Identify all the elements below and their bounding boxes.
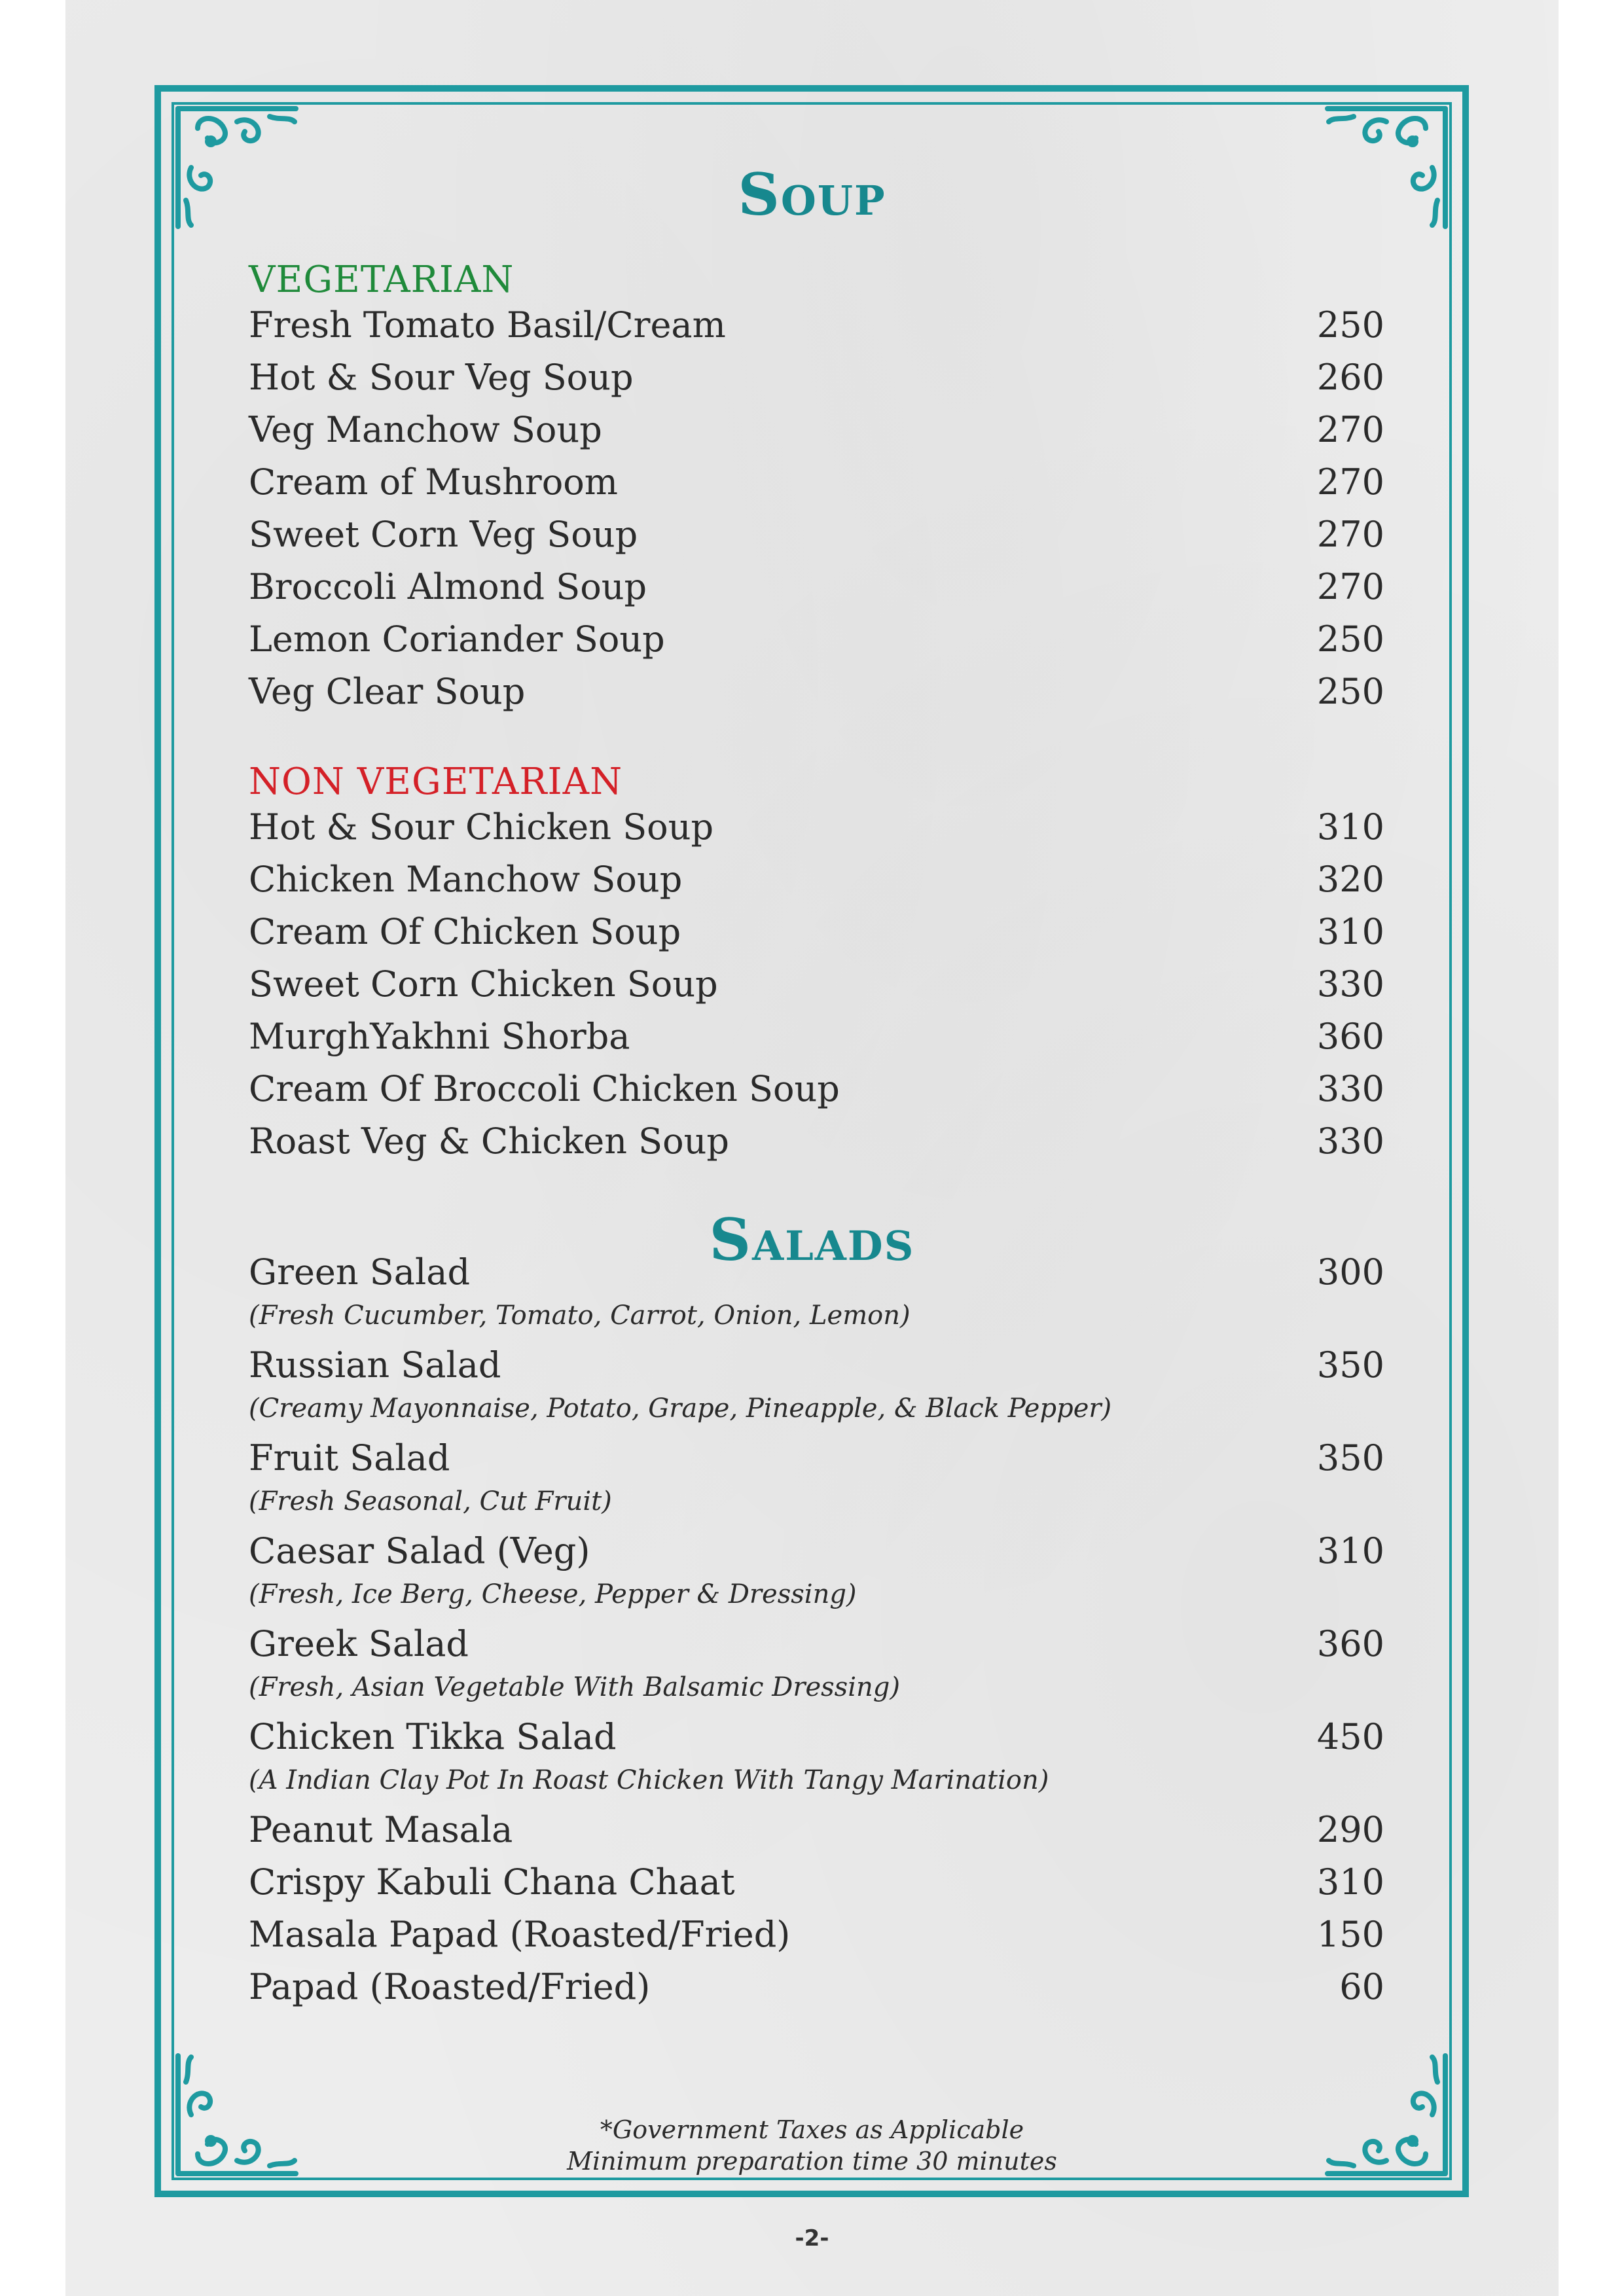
menu-item: [249, 859, 1384, 905]
tax-note: *Government Taxes as Applicable: [600, 2115, 1024, 2144]
item-name: Cream Of Chicken Soup: [249, 911, 681, 952]
section-title-soup: Soup: [738, 160, 886, 228]
menu-item: [249, 409, 1384, 455]
item-price: 330: [1316, 1068, 1384, 1109]
item-price: 270: [1316, 566, 1384, 607]
item-name: Fresh Tomato Basil/Cream: [249, 304, 726, 346]
menu-item: [249, 1530, 1384, 1576]
item-description: (A Indian Clay Pot In Roast Chicken With Tangy Marination): [249, 1765, 1049, 1795]
item-price: 330: [1316, 963, 1384, 1005]
item-name: Papad (Roasted/Fried): [249, 1966, 651, 2007]
menu-item: [249, 1914, 1384, 1960]
item-name: Crispy Kabuli Chana Chaat: [249, 1861, 735, 1903]
item-name: Hot & Sour Chicken Soup: [249, 806, 714, 848]
menu-item: [249, 1861, 1384, 1907]
item-price: 270: [1316, 514, 1384, 555]
item-name: Fruit Salad: [249, 1437, 450, 1479]
item-price: 310: [1316, 806, 1384, 848]
section-title-salads: Salads: [709, 1206, 915, 1274]
item-price: 250: [1316, 304, 1384, 346]
menu-item: [249, 1966, 1384, 2012]
menu-item: [249, 1623, 1384, 1669]
menu-item: [249, 566, 1384, 612]
item-price: 330: [1316, 1121, 1384, 1162]
item-price: 360: [1316, 1016, 1384, 1057]
item-description: (Fresh Seasonal, Cut Fruit): [249, 1486, 612, 1516]
item-name: Veg Manchow Soup: [249, 409, 602, 450]
item-price: 250: [1316, 619, 1384, 660]
item-name: Peanut Masala: [249, 1809, 513, 1850]
category-heading-vegetarian: VEGETARIAN: [249, 259, 514, 301]
menu-item: [249, 806, 1384, 852]
item-price: 270: [1316, 461, 1384, 503]
item-name: Chicken Tikka Salad: [249, 1716, 617, 1757]
menu-item: [249, 1251, 1384, 1297]
item-price: 290: [1316, 1809, 1384, 1850]
item-name: Veg Clear Soup: [249, 671, 526, 712]
item-name: Caesar Salad (Veg): [249, 1530, 590, 1571]
item-description: (Creamy Mayonnaise, Potato, Grape, Pineapple, & Black Pepper): [249, 1393, 1112, 1424]
menu-item: [249, 1068, 1384, 1114]
item-price: 360: [1316, 1623, 1384, 1664]
category-heading-non-vegetarian: NON VEGETARIAN: [249, 761, 623, 803]
item-name: Greek Salad: [249, 1623, 469, 1664]
item-name: Russian Salad: [249, 1344, 501, 1386]
item-price: 60: [1339, 1966, 1384, 2007]
item-description: (Fresh, Ice Berg, Cheese, Pepper & Dressing): [249, 1579, 857, 1609]
item-price: 310: [1316, 1861, 1384, 1903]
item-description: (Fresh, Asian Vegetable With Balsamic Dressing): [249, 1672, 900, 1702]
item-description: (Fresh Cucumber, Tomato, Carrot, Onion, Lemon): [249, 1300, 911, 1331]
menu-item: [249, 1716, 1384, 1762]
item-price: 350: [1316, 1344, 1384, 1386]
item-price: 450: [1316, 1716, 1384, 1757]
item-name: Roast Veg & Chicken Soup: [249, 1121, 729, 1162]
item-price: 320: [1316, 859, 1384, 900]
item-price: 250: [1316, 671, 1384, 712]
item-name: Masala Papad (Roasted/Fried): [249, 1914, 791, 1955]
menu-item: [249, 1809, 1384, 1855]
menu-item: [249, 963, 1384, 1009]
menu-item: [249, 1344, 1384, 1390]
item-price: 350: [1316, 1437, 1384, 1479]
menu-item: [249, 671, 1384, 717]
item-price: 310: [1316, 911, 1384, 952]
item-name: Chicken Manchow Soup: [249, 859, 683, 900]
menu-item: [249, 911, 1384, 957]
menu-item: [249, 357, 1384, 403]
item-price: 310: [1316, 1530, 1384, 1571]
menu-item: [249, 1437, 1384, 1483]
item-name: Lemon Coriander Soup: [249, 619, 665, 660]
item-name: Cream of Mushroom: [249, 461, 618, 503]
menu-item: [249, 304, 1384, 350]
menu-item: [249, 461, 1384, 507]
item-name: Cream Of Broccoli Chicken Soup: [249, 1068, 840, 1109]
page-number: -2-: [795, 2225, 829, 2251]
item-name: Broccoli Almond Soup: [249, 566, 647, 607]
preparation-time-note: Minimum preparation time 30 minutes: [567, 2147, 1057, 2176]
item-price: 300: [1316, 1251, 1384, 1293]
item-price: 270: [1316, 409, 1384, 450]
item-price: 260: [1316, 357, 1384, 398]
menu-item: [249, 1121, 1384, 1166]
item-name: MurghYakhni Shorba: [249, 1016, 630, 1057]
item-name: Hot & Sour Veg Soup: [249, 357, 634, 398]
item-name: Sweet Corn Chicken Soup: [249, 963, 718, 1005]
menu-item: [249, 1016, 1384, 1062]
item-name: Green Salad: [249, 1251, 471, 1293]
item-price: 150: [1316, 1914, 1384, 1955]
item-name: Sweet Corn Veg Soup: [249, 514, 638, 555]
menu-item: [249, 514, 1384, 560]
menu-item: [249, 619, 1384, 664]
